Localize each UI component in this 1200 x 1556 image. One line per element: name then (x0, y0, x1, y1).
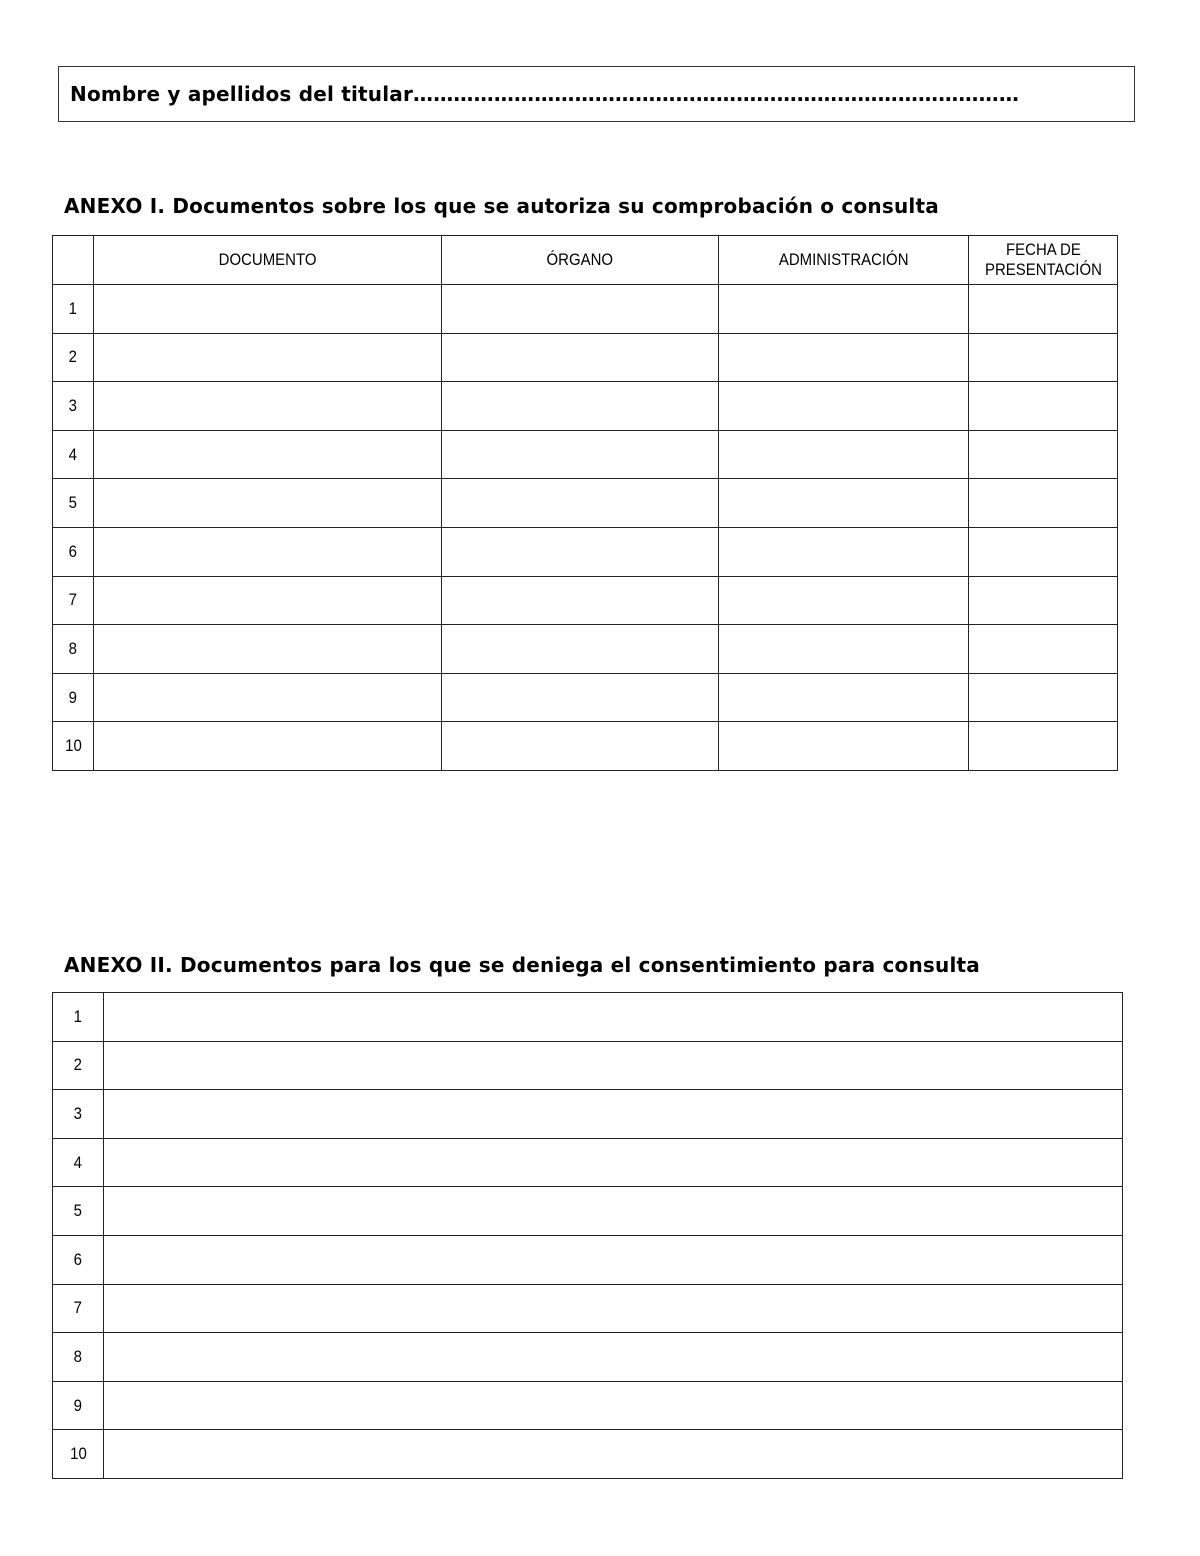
anexo1-cell-organo[interactable] (442, 576, 719, 625)
anexo1-row (53, 333, 1118, 382)
anexo1-cell-fecha[interactable] (969, 673, 1118, 722)
anexo2-row (53, 1187, 1123, 1236)
anexo1-header-number (53, 236, 94, 285)
anexo1-row-number (53, 285, 94, 334)
row-number-label: 7 (68, 590, 78, 610)
anexo2-row-number (53, 1235, 104, 1284)
anexo1-cell-administracion[interactable] (719, 333, 969, 382)
row-number-label: 6 (73, 1249, 83, 1269)
anexo1-cell-documento[interactable] (94, 673, 442, 722)
anexo2-row-number (53, 1284, 104, 1333)
anexo1-cell-documento[interactable] (94, 479, 442, 528)
anexo1-cell-administracion[interactable] (719, 625, 969, 674)
row-number-label: 2 (68, 347, 78, 367)
anexo2-row (53, 993, 1123, 1042)
anexo1-row-number (53, 333, 94, 382)
anexo1-row-number (53, 576, 94, 625)
anexo1-cell-administracion[interactable] (719, 430, 969, 479)
row-number-label: 9 (73, 1395, 83, 1415)
anexo1-row (53, 673, 1118, 722)
row-number-label: 8 (73, 1346, 83, 1366)
anexo1-cell-administracion[interactable] (719, 673, 969, 722)
anexo1-header-organo (442, 236, 719, 285)
anexo1-row-number (53, 722, 94, 771)
anexo2-cell-documento[interactable] (104, 1187, 1123, 1236)
anexo1-header-documento (94, 236, 442, 285)
anexo2-row-number (53, 1187, 104, 1236)
anexo2-row-number (53, 1041, 104, 1090)
anexo1-cell-fecha[interactable] (969, 333, 1118, 382)
anexo1-row-number (53, 382, 94, 431)
anexo1-cell-fecha[interactable] (969, 285, 1118, 334)
anexo2-cell-documento[interactable] (104, 1284, 1123, 1333)
row-number-label: 5 (73, 1201, 83, 1221)
anexo1-cell-administracion[interactable] (719, 285, 969, 334)
row-number-label: 3 (68, 395, 78, 415)
row-number-label: 1 (73, 1006, 83, 1026)
row-number-label: 10 (69, 1444, 87, 1464)
anexo2-cell-documento[interactable] (104, 1090, 1123, 1139)
anexo1-cell-fecha[interactable] (969, 430, 1118, 479)
anexo2-row-number (53, 993, 104, 1042)
anexo2-cell-documento[interactable] (104, 1381, 1123, 1430)
anexo1-cell-fecha[interactable] (969, 625, 1118, 674)
header-administracion-label: ADMINISTRACIÓN (778, 250, 909, 269)
anexo1-cell-administracion[interactable] (719, 722, 969, 771)
anexo1-cell-documento[interactable] (94, 430, 442, 479)
anexo2-row-number (53, 1381, 104, 1430)
anexo2-cell-documento[interactable] (104, 993, 1123, 1042)
anexo2-cell-documento[interactable] (104, 1235, 1123, 1284)
header-fecha-line1: FECHA DE (1005, 240, 1081, 259)
anexo1-header-row (53, 236, 1118, 285)
header-fecha-line2: PRESENTACIÓN (984, 260, 1102, 279)
anexo1-cell-documento[interactable] (94, 625, 442, 674)
header-documento-label: DOCUMENTO (218, 250, 317, 269)
anexo2-row (53, 1090, 1123, 1139)
anexo1-cell-administracion[interactable] (719, 382, 969, 431)
anexo1-cell-administracion[interactable] (719, 479, 969, 528)
row-number-label: 2 (73, 1055, 83, 1075)
anexo1-cell-organo[interactable] (442, 479, 719, 528)
anexo2-row (53, 1284, 1123, 1333)
anexo1-cell-fecha[interactable] (969, 576, 1118, 625)
anexo1-cell-organo[interactable] (442, 382, 719, 431)
anexo2-title: ANEXO II. Documentos para los que se deniega el consentimiento para consulta (64, 953, 980, 977)
anexo1-row (53, 285, 1118, 334)
anexo1-cell-fecha[interactable] (969, 382, 1118, 431)
row-number-label: 10 (64, 736, 82, 756)
titular-label: Nombre y apellidos del titular……………………………………………………………………………… (70, 82, 1020, 106)
anexo1-cell-organo[interactable] (442, 722, 719, 771)
anexo1-row-number (53, 673, 94, 722)
anexo1-row (53, 430, 1118, 479)
anexo2-cell-documento[interactable] (104, 1041, 1123, 1090)
anexo2-row-number (53, 1333, 104, 1382)
anexo2-row-number (53, 1138, 104, 1187)
anexo2-row (53, 1333, 1123, 1382)
header-organo-label: ÓRGANO (546, 250, 614, 269)
anexo1-cell-documento[interactable] (94, 527, 442, 576)
row-number-label: 3 (73, 1103, 83, 1123)
anexo2-cell-documento[interactable] (104, 1138, 1123, 1187)
anexo1-cell-documento[interactable] (94, 333, 442, 382)
row-number-label: 9 (68, 687, 78, 707)
anexo1-row-number (53, 479, 94, 528)
row-number-label: 4 (68, 444, 78, 464)
row-number-label: 7 (73, 1298, 83, 1318)
anexo1-cell-fecha[interactable] (969, 479, 1118, 528)
anexo2-row (53, 1235, 1123, 1284)
row-number-label: 6 (68, 541, 78, 561)
row-number-label: 4 (73, 1152, 83, 1172)
anexo1-row (53, 625, 1118, 674)
anexo1-cell-administracion[interactable] (719, 576, 969, 625)
anexo2-row-number (53, 1090, 104, 1139)
anexo2-row (53, 1381, 1123, 1430)
anexo1-cell-organo[interactable] (442, 673, 719, 722)
anexo2-cell-documento[interactable] (104, 1430, 1123, 1479)
anexo1-row (53, 576, 1118, 625)
anexo2-row-number (53, 1430, 104, 1479)
row-number-label: 1 (68, 298, 78, 318)
anexo1-cell-organo[interactable] (442, 527, 719, 576)
anexo2-row (53, 1138, 1123, 1187)
anexo1-cell-organo[interactable] (442, 625, 719, 674)
anexo1-cell-organo[interactable] (442, 430, 719, 479)
anexo1-cell-organo[interactable] (442, 285, 719, 334)
titular-name-field[interactable] (58, 66, 1135, 122)
row-number-label: 5 (68, 493, 78, 513)
anexo1-row-number (53, 430, 94, 479)
anexo1-table (52, 235, 1118, 771)
anexo1-header-fecha (969, 236, 1118, 285)
anexo1-title: ANEXO I. Documentos sobre los que se autoriza su comprobación o consulta (64, 194, 939, 218)
anexo2-row (53, 1041, 1123, 1090)
anexo1-cell-administracion[interactable] (719, 527, 969, 576)
anexo1-cell-documento[interactable] (94, 285, 442, 334)
anexo1-cell-documento[interactable] (94, 382, 442, 431)
row-number-label: 8 (68, 638, 78, 658)
anexo1-cell-organo[interactable] (442, 333, 719, 382)
anexo1-row (53, 722, 1118, 771)
anexo2-cell-documento[interactable] (104, 1333, 1123, 1382)
anexo1-row (53, 479, 1118, 528)
anexo1-cell-documento[interactable] (94, 576, 442, 625)
anexo1-row-number (53, 527, 94, 576)
anexo1-header-administracion (719, 236, 969, 285)
anexo1-row (53, 527, 1118, 576)
anexo1-cell-documento[interactable] (94, 722, 442, 771)
anexo1-cell-fecha[interactable] (969, 527, 1118, 576)
anexo2-table (52, 992, 1123, 1479)
anexo1-cell-fecha[interactable] (969, 722, 1118, 771)
anexo1-row (53, 382, 1118, 431)
anexo1-row-number (53, 625, 94, 674)
anexo2-row (53, 1430, 1123, 1479)
